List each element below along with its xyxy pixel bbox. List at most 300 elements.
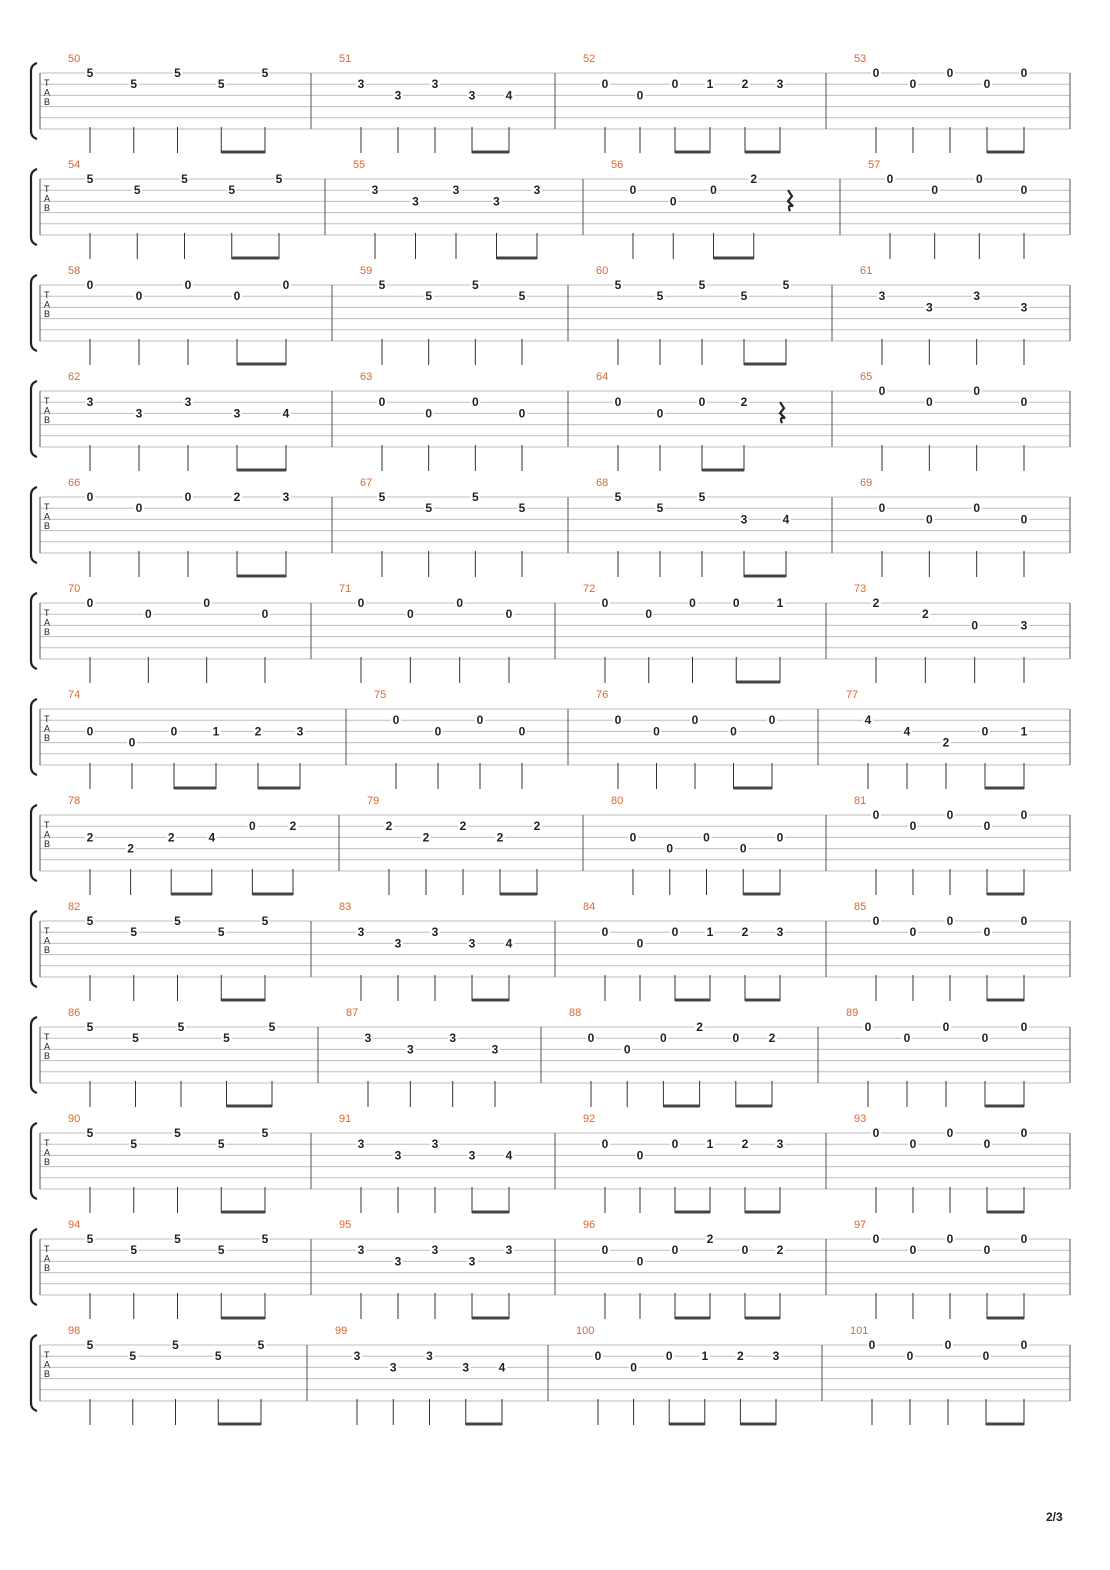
fret-number: 0	[86, 724, 94, 739]
fret-number: 3	[353, 1349, 361, 1364]
measure-number: 77	[846, 689, 859, 701]
fret-number: 2	[942, 735, 950, 750]
tab-clef-letter: A	[44, 193, 51, 204]
fret-number: 3	[925, 300, 933, 315]
tab-clef-letter: T	[44, 1032, 50, 1043]
fret-number: 3	[431, 925, 439, 940]
fret-number: 5	[86, 1232, 94, 1246]
fret-number: 2	[921, 607, 929, 622]
fret-number: 0	[170, 724, 178, 739]
fret-number: 0	[671, 77, 679, 92]
fret-number: 0	[669, 194, 677, 209]
fret-number: 5	[261, 66, 269, 80]
measure-number: 99	[335, 1325, 348, 1337]
tab-clef-letter: A	[44, 299, 51, 310]
tab-clef-letter: B	[44, 1157, 51, 1168]
fret-number: 5	[217, 1137, 225, 1152]
fret-number: 0	[975, 172, 983, 186]
fret-number: 0	[282, 278, 290, 292]
tab-system	[31, 1325, 1070, 1425]
measure-number: 95	[339, 1219, 352, 1231]
fret-number: 3	[394, 936, 402, 951]
tab-clef-letter: A	[44, 1253, 51, 1264]
fret-number: 3	[394, 1254, 402, 1269]
fret-number: 5	[130, 77, 138, 92]
fret-number: 3	[449, 1031, 457, 1046]
measure-number: 86	[68, 1007, 81, 1019]
fret-number: 3	[426, 1349, 433, 1364]
system-bracket	[31, 1335, 37, 1411]
measure-number: 57	[868, 159, 881, 171]
fret-number: 3	[357, 1243, 365, 1258]
measure-number: 65	[860, 371, 873, 383]
measure-number: 74	[68, 689, 81, 701]
fret-number: 3	[389, 1360, 397, 1375]
fret-number: 0	[135, 501, 143, 516]
measure-number: 64	[596, 371, 609, 383]
tab-system	[31, 1007, 1070, 1107]
fret-number: 0	[671, 1137, 679, 1152]
measure-number: 73	[854, 583, 867, 595]
tab-system	[31, 583, 1070, 683]
tab-clef-letter: T	[44, 290, 50, 301]
fret-number: 3	[491, 1042, 499, 1057]
measure-number: 72	[583, 583, 596, 595]
fret-number: 0	[703, 830, 710, 845]
fret-number: 0	[1020, 1232, 1028, 1246]
measure-number: 94	[68, 1219, 81, 1231]
fret-number: 0	[1020, 1126, 1028, 1140]
fret-number: 0	[973, 501, 981, 516]
tab-clef-letter: B	[44, 839, 51, 850]
tab-clef-letter: T	[44, 396, 50, 407]
quarter-rest	[788, 190, 793, 211]
fret-number: 0	[594, 1349, 602, 1364]
measure-number: 53	[854, 53, 867, 65]
fret-number: 5	[614, 490, 622, 504]
measure-number: 100	[576, 1325, 595, 1337]
fret-number: 0	[630, 1360, 637, 1375]
measure-number: 63	[360, 371, 373, 383]
fret-number: 3	[135, 406, 143, 421]
fret-number: 5	[378, 278, 386, 292]
fret-number: 0	[864, 1020, 872, 1034]
tab-clef-letter: A	[44, 511, 51, 522]
fret-number: 0	[1020, 808, 1028, 822]
fret-number: 0	[909, 77, 917, 92]
fret-number: 0	[636, 936, 644, 951]
fret-number: 0	[1020, 395, 1028, 410]
fret-number: 3	[1020, 300, 1028, 315]
measure-number: 68	[596, 477, 609, 489]
fret-number: 1	[212, 724, 220, 739]
fret-number: 0	[518, 724, 526, 739]
fret-number: 0	[645, 607, 653, 622]
tab-clef-letter: T	[44, 926, 50, 937]
fret-number: 3	[776, 1137, 784, 1152]
measure-number: 51	[339, 53, 352, 65]
measure-number: 76	[596, 689, 609, 701]
fret-number: 0	[776, 830, 784, 845]
fret-number: 0	[944, 1338, 952, 1352]
measure-number: 97	[854, 1219, 867, 1231]
fret-number: 5	[518, 501, 526, 516]
fret-number: 5	[471, 490, 479, 504]
fret-number: 3	[772, 1349, 780, 1364]
measure-number: 85	[854, 901, 867, 913]
fret-number: 3	[233, 406, 241, 421]
fret-number: 2	[741, 925, 749, 940]
fret-number: 3	[371, 183, 379, 198]
fret-number: 0	[872, 808, 880, 822]
fret-number: 5	[268, 1020, 276, 1034]
fret-number: 0	[614, 713, 622, 728]
fret-number: 0	[971, 618, 979, 633]
fret-number: 4	[782, 512, 790, 527]
measure-number: 52	[583, 53, 596, 65]
fret-number: 1	[701, 1349, 709, 1364]
fret-number: 0	[471, 395, 479, 410]
fret-number: 0	[946, 808, 954, 822]
fret-number: 0	[689, 596, 696, 610]
measure-number: 56	[611, 159, 624, 171]
fret-number: 0	[623, 1042, 631, 1057]
system-bracket	[31, 1017, 37, 1093]
system-bracket	[31, 911, 37, 987]
tab-clef-letter: T	[44, 502, 50, 513]
fret-number: 2	[741, 77, 749, 92]
fret-number: 0	[983, 925, 991, 940]
fret-number: 0	[868, 1338, 876, 1352]
fret-number: 3	[468, 1148, 476, 1163]
fret-number: 0	[357, 596, 365, 610]
fret-number: 3	[468, 88, 476, 103]
measure-number: 69	[860, 477, 873, 489]
measure-number: 91	[339, 1113, 352, 1125]
fret-number: 0	[476, 713, 484, 728]
fret-number: 0	[1020, 512, 1028, 527]
fret-number: 5	[86, 914, 94, 928]
fret-number: 3	[406, 1042, 414, 1057]
measure-number: 96	[583, 1219, 596, 1231]
fret-number: 0	[601, 925, 609, 940]
fret-number: 0	[656, 406, 664, 421]
fret-number: 2	[533, 819, 541, 834]
fret-number: 0	[518, 406, 526, 421]
fret-number: 3	[1020, 618, 1028, 633]
fret-number: 0	[973, 384, 981, 398]
fret-number: 4	[208, 830, 216, 845]
system-bracket	[31, 593, 37, 669]
fret-number: 2	[422, 830, 430, 845]
fret-number: 4	[498, 1360, 506, 1375]
fret-number: 0	[629, 830, 637, 845]
fret-number: 1	[776, 596, 784, 610]
measure-number: 90	[68, 1113, 81, 1125]
fret-number: 3	[184, 395, 192, 410]
tab-clef-letter: B	[44, 97, 51, 108]
fret-number: 3	[505, 1243, 513, 1258]
measure-number: 81	[854, 795, 867, 807]
measure-number: 101	[850, 1325, 869, 1337]
fret-number: 0	[456, 596, 464, 610]
measure-number: 93	[854, 1113, 867, 1125]
fret-number: 3	[394, 88, 402, 103]
fret-number: 5	[174, 914, 181, 928]
fret-number: 5	[86, 1338, 94, 1352]
fret-number: 5	[86, 172, 94, 186]
tab-clef-letter: A	[44, 405, 51, 416]
fret-number: 0	[636, 88, 644, 103]
fret-number: 0	[261, 607, 269, 622]
fret-number: 0	[601, 1137, 609, 1152]
fret-number: 0	[909, 1137, 917, 1152]
fret-number: 3	[282, 490, 290, 504]
fret-number: 3	[357, 77, 365, 92]
measure-number: 83	[339, 901, 352, 913]
fret-number: 5	[174, 1126, 181, 1140]
fret-number: 0	[636, 1254, 644, 1269]
fret-number: 0	[942, 1020, 950, 1034]
fret-number: 3	[364, 1031, 372, 1046]
fret-number: 0	[909, 925, 917, 940]
fret-number: 4	[505, 936, 513, 951]
tab-clef-letter: T	[44, 78, 50, 89]
tab-system	[31, 795, 1070, 895]
fret-number: 3	[973, 289, 981, 304]
fret-number: 0	[710, 183, 717, 198]
tab-clef-letter: B	[44, 733, 51, 744]
fret-number: 2	[741, 1137, 749, 1152]
system-bracket	[31, 1229, 37, 1305]
fret-number: 2	[233, 490, 241, 504]
fret-number: 5	[698, 490, 706, 504]
fret-number: 2	[289, 819, 297, 834]
system-bracket	[31, 169, 37, 245]
fret-number: 0	[946, 914, 954, 928]
tab-system	[31, 371, 1070, 471]
tab-clef-letter: T	[44, 714, 50, 725]
measure-number: 98	[68, 1325, 81, 1337]
fret-number: 5	[425, 501, 433, 516]
fret-number: 0	[872, 914, 880, 928]
tab-clef-letter: B	[44, 1369, 51, 1380]
measure-number: 67	[360, 477, 373, 489]
tab-system	[31, 477, 1070, 577]
fret-number: 5	[133, 183, 141, 198]
fret-number: 0	[739, 841, 747, 856]
fret-number: 0	[946, 1232, 954, 1246]
fret-number: 2	[459, 819, 467, 834]
fret-number: 0	[86, 278, 94, 292]
system-bracket	[31, 275, 37, 351]
tab-system	[31, 53, 1070, 153]
fret-number: 5	[223, 1031, 230, 1046]
fret-number: 0	[983, 1243, 991, 1258]
fret-number: 5	[275, 172, 283, 186]
fret-number: 3	[412, 194, 419, 209]
fret-number: 0	[1020, 914, 1028, 928]
fret-number: 3	[468, 1254, 476, 1269]
system-bracket	[31, 805, 37, 881]
measure-number: 92	[583, 1113, 596, 1125]
fret-number: 1	[706, 925, 714, 940]
fret-number: 2	[696, 1020, 703, 1034]
fret-number: 5	[740, 289, 748, 304]
fret-number: 4	[282, 406, 290, 421]
fret-number: 3	[357, 925, 365, 940]
fret-number: 0	[614, 395, 622, 410]
fret-number: 2	[86, 830, 94, 845]
tab-system	[31, 159, 1070, 259]
tab-system	[31, 1113, 1070, 1213]
measure-number: 54	[68, 159, 81, 171]
fret-number: 2	[776, 1243, 784, 1258]
fret-number: 5	[656, 289, 664, 304]
fret-number: 5	[656, 501, 664, 516]
tab-clef-letter: B	[44, 945, 51, 956]
fret-number: 5	[217, 925, 225, 940]
fret-number: 0	[983, 819, 991, 834]
fret-number: 0	[730, 724, 737, 739]
fret-number: 0	[184, 278, 192, 292]
measure-number: 71	[339, 583, 352, 595]
tab-clef-letter: B	[44, 1051, 51, 1062]
fret-number: 0	[946, 1126, 954, 1140]
fret-number: 0	[906, 1349, 914, 1364]
fret-number: 5	[425, 289, 433, 304]
tab-system	[31, 1219, 1070, 1319]
fret-number: 0	[378, 395, 386, 410]
tab-system	[31, 901, 1070, 1001]
fret-number: 3	[86, 395, 94, 410]
fret-number: 0	[1020, 66, 1028, 80]
fret-number: 5	[174, 66, 181, 80]
tab-clef-letter: T	[44, 1350, 50, 1361]
fret-number: 5	[86, 1126, 94, 1140]
fret-number: 0	[741, 1243, 749, 1258]
fret-number: 0	[671, 925, 679, 940]
measure-number: 75	[374, 689, 387, 701]
fret-number: 4	[903, 724, 911, 739]
fret-number: 3	[462, 1360, 470, 1375]
fret-number: 0	[392, 713, 400, 728]
measure-number: 88	[569, 1007, 582, 1019]
system-bracket	[31, 63, 37, 139]
tab-clef-letter: A	[44, 1147, 51, 1158]
fret-number: 0	[128, 735, 136, 750]
fret-number: 0	[1020, 183, 1028, 198]
fret-number: 5	[172, 1338, 179, 1352]
fret-number: 3	[431, 77, 439, 92]
tab-clef-letter: A	[44, 1359, 51, 1370]
tab-clef-letter: A	[44, 723, 51, 734]
fret-number: 3	[533, 183, 541, 198]
fret-number: 5	[130, 1137, 138, 1152]
fret-number: 0	[653, 724, 660, 739]
fret-number: 2	[496, 830, 504, 845]
tab-clef-letter: T	[44, 184, 50, 195]
fret-number: 3	[468, 936, 476, 951]
fret-number: 2	[740, 395, 748, 410]
fret-number: 2	[706, 1232, 714, 1246]
tab-clef-letter: T	[44, 608, 50, 619]
measure-number: 58	[68, 265, 81, 277]
fret-number: 3	[776, 925, 784, 940]
measure-number: 78	[68, 795, 81, 807]
measure-number: 66	[68, 477, 81, 489]
measure-number: 61	[860, 265, 873, 277]
tab-clef-letter: A	[44, 87, 51, 98]
tab-system	[31, 689, 1070, 789]
fret-number: 0	[872, 66, 880, 80]
fret-number: 0	[878, 501, 886, 516]
measure-number: 55	[353, 159, 366, 171]
measure-number: 70	[68, 583, 81, 595]
fret-number: 0	[925, 512, 933, 527]
fret-number: 3	[776, 77, 784, 92]
tab-clef-letter: B	[44, 309, 51, 320]
fret-number: 3	[493, 194, 500, 209]
fret-number: 0	[909, 1243, 917, 1258]
fret-number: 5	[132, 1031, 139, 1046]
fret-number: 1	[1020, 724, 1028, 739]
fret-number: 2	[167, 830, 175, 845]
fret-number: 5	[86, 66, 94, 80]
tab-clef-letter: B	[44, 521, 51, 532]
fret-number: 0	[903, 1031, 911, 1046]
measure-number: 84	[583, 901, 596, 913]
tab-clef-letter: B	[44, 1263, 51, 1274]
fret-number: 0	[981, 724, 989, 739]
fret-number: 5	[130, 925, 138, 940]
fret-number: 1	[706, 77, 714, 92]
fret-number: 0	[732, 596, 740, 610]
fret-number: 5	[214, 1349, 222, 1364]
fret-number: 0	[425, 406, 433, 421]
fret-number: 0	[636, 1148, 644, 1163]
tab-clef-letter: A	[44, 935, 51, 946]
fret-number: 0	[886, 172, 894, 186]
fret-number: 3	[431, 1243, 439, 1258]
fret-number: 0	[203, 596, 211, 610]
fret-number: 0	[982, 1349, 990, 1364]
fret-number: 5	[177, 1020, 185, 1034]
measure-number: 60	[596, 265, 609, 277]
fret-number: 0	[249, 819, 256, 834]
fret-number: 0	[184, 490, 192, 504]
tab-clef-letter: T	[44, 820, 50, 831]
fret-number: 5	[217, 1243, 225, 1258]
fret-number: 0	[872, 1232, 880, 1246]
fret-number: 0	[665, 1349, 673, 1364]
fret-number: 3	[394, 1148, 402, 1163]
fret-number: 2	[254, 724, 262, 739]
fret-number: 0	[878, 384, 886, 398]
fret-number: 0	[144, 607, 152, 622]
fret-number: 2	[750, 172, 758, 186]
fret-number: 3	[740, 512, 748, 527]
fret-number: 0	[981, 1031, 989, 1046]
measure-number: 89	[846, 1007, 859, 1019]
fret-number: 0	[629, 183, 637, 198]
fret-number: 4	[864, 713, 872, 728]
fret-number: 5	[378, 490, 386, 504]
fret-number: 5	[174, 1232, 181, 1246]
fret-number: 0	[931, 183, 939, 198]
fret-number: 0	[86, 596, 94, 610]
fret-number: 0	[86, 490, 94, 504]
